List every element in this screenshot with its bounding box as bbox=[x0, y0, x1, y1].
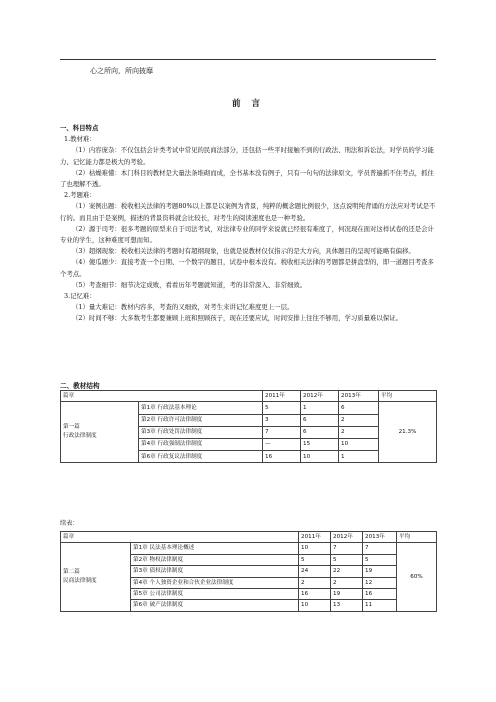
value-cell: 1 bbox=[301, 402, 339, 414]
value-cell: 7 bbox=[263, 426, 301, 438]
value-cell: 19 bbox=[363, 566, 397, 577]
page-title: 前 言 bbox=[232, 99, 264, 109]
paragraph: （5）考查细节：细节决定成败，看看历年考题就知道，考的非常深入、非常细致。 bbox=[72, 280, 307, 289]
continued-label: 续表： bbox=[60, 520, 79, 527]
section-features bbox=[60, 123, 438, 325]
header-cell: 2013年 bbox=[339, 391, 379, 402]
paragraph: （2）源于司考：很多考题的原型来自于司法考试，对法律专业的同学来说就已经很有难度了，何况现在面对这样试卷的还是会计专业的学生，这种难度可想而知。 bbox=[60, 224, 434, 245]
structure-table-2 bbox=[60, 531, 437, 612]
value-cell: 10 bbox=[299, 600, 331, 611]
group-label: 第一篇 行政法律制度 bbox=[63, 424, 97, 440]
value-cell: 16 bbox=[363, 589, 397, 600]
chapter-cell: 第3章 债权法律制度 bbox=[131, 566, 299, 577]
paragraph: （3）超纲现象：税收相关法律的考题时有超纲现象，也就是说教材仅仅指示的是大方向，具体题目的呈现可能略有偏移。 bbox=[72, 247, 415, 256]
group-cell bbox=[61, 402, 139, 463]
group-cell bbox=[61, 543, 131, 611]
paragraph: （2）枯燥难懂：本门科目的教材是大量法条堆砌而成，全书基本没有例子，只有一句句的法律原文，学员普遍抓不住考点，抓住了也理解不透。 bbox=[60, 168, 434, 189]
value-cell: 5 bbox=[331, 554, 363, 565]
header-cell: 2012年 bbox=[331, 532, 363, 543]
subheading: 3.记忆难： bbox=[64, 292, 96, 301]
value-cell: 2 bbox=[331, 577, 363, 588]
value-cell: 3 bbox=[263, 414, 301, 426]
value-cell: 24 bbox=[299, 566, 331, 577]
value-cell: 5 bbox=[263, 402, 301, 414]
average-cell: 21.3% bbox=[379, 402, 437, 463]
chapter-cell: 第3章 行政处罚法律制度 bbox=[139, 426, 263, 438]
value-cell: 5 bbox=[299, 554, 331, 565]
value-cell: 6 bbox=[301, 414, 339, 426]
chapter-cell: 第2章 行政许可法律制度 bbox=[139, 414, 263, 426]
chapter-cell: 第1章 民法基本理论概述 bbox=[131, 543, 299, 554]
chapter-cell: 第2章 物权法律制度 bbox=[131, 554, 299, 565]
value-cell: 5 bbox=[363, 554, 397, 565]
value-cell: 19 bbox=[331, 589, 363, 600]
value-cell: 2 bbox=[339, 426, 379, 438]
value-cell: 7 bbox=[363, 543, 397, 554]
header-cell: 平均 bbox=[379, 391, 437, 402]
chapter-cell: 第1章 行政法基本理论 bbox=[139, 402, 263, 414]
value-cell: 2 bbox=[339, 414, 379, 426]
header-cell: 2011年 bbox=[299, 532, 331, 543]
table-header-row bbox=[61, 391, 437, 402]
header-cell: 篇章 bbox=[61, 532, 299, 543]
value-cell: 6 bbox=[339, 402, 379, 414]
value-cell: 11 bbox=[363, 600, 397, 611]
value-cell: 22 bbox=[331, 566, 363, 577]
chapter-cell: 第6章 破产法律制度 bbox=[131, 600, 299, 611]
value-cell: 13 bbox=[331, 600, 363, 611]
chapter-cell: 第4章 个人独资企业和合伙企业法律制度 bbox=[131, 577, 299, 588]
header-cell: 2011年 bbox=[263, 391, 301, 402]
section-heading: 二、教材结构 bbox=[60, 382, 100, 390]
chapter-cell: 第6章 行政复议法律制度 bbox=[139, 451, 263, 463]
table-row bbox=[61, 402, 437, 414]
value-cell: — bbox=[263, 438, 301, 450]
structure-table-1 bbox=[60, 390, 437, 463]
subheading: 1.教材难： bbox=[64, 135, 96, 144]
value-cell: 16 bbox=[299, 589, 331, 600]
value-cell: 6 bbox=[301, 426, 339, 438]
paragraph: （4）傻瓜题少：直接考查一个日期、一个数字的题目，试卷中根本没有。税收相关法律的考题都是拼盘型的，即一道题目考查多个考点。 bbox=[60, 258, 434, 278]
value-cell: 10 bbox=[299, 543, 331, 554]
header-cell: 平均 bbox=[397, 532, 437, 543]
header-cell: 2012年 bbox=[301, 391, 339, 402]
value-cell: 16 bbox=[263, 451, 301, 463]
section-heading: 一、科目特点 bbox=[60, 124, 99, 132]
average-cell: 60% bbox=[397, 543, 437, 611]
value-cell: 10 bbox=[301, 451, 339, 463]
header-cell: 篇章 bbox=[61, 391, 263, 402]
group-label: 第二篇 民商法律制度 bbox=[63, 569, 97, 585]
chapter-cell: 第5章 公司法律制度 bbox=[131, 589, 299, 600]
value-cell: 7 bbox=[331, 543, 363, 554]
subheading: 2.考题难： bbox=[64, 191, 96, 200]
paragraph: （1）内容庞杂：不仅包括会计类考试中常见的民商法部分，还包括一些平时接触不到的行政法、刑法和诉讼法，对学员的学习能力、记忆能力都是极大的考验。 bbox=[60, 146, 434, 166]
header-rule bbox=[60, 59, 436, 60]
value-cell: 15 bbox=[301, 438, 339, 450]
value-cell: 2 bbox=[299, 577, 331, 588]
page-header: 心之所向，所向披靡 bbox=[90, 67, 153, 75]
value-cell: 12 bbox=[363, 577, 397, 588]
table-row bbox=[61, 543, 437, 554]
value-cell: 10 bbox=[339, 438, 379, 450]
header-cell: 2013年 bbox=[363, 532, 397, 543]
paragraph: （1）量大难记：教材内容多，考查的又细致，对考生来讲记忆难度更上一层。 bbox=[72, 303, 294, 312]
paragraph: （2）时间不够：大多数考生都要兼顾上班和照顾孩子，现在还要应试，时间安排上往往不够用，学习质量难以保证。 bbox=[72, 314, 402, 323]
value-cell: 1 bbox=[339, 451, 379, 463]
chapter-cell: 第4章 行政强制法律制度 bbox=[139, 438, 263, 450]
paragraph: （1）案例出题：税收相关法律的考题80%以上都是以案例为背景，纯粹的概念题比例很少，这点说明纯背诵的方法应对考试是不行的。而且由于是案例，描述的背景资料就会比较长，对考生的阅读速度也是一种考验。 bbox=[60, 202, 436, 222]
table-header-row bbox=[61, 532, 437, 543]
